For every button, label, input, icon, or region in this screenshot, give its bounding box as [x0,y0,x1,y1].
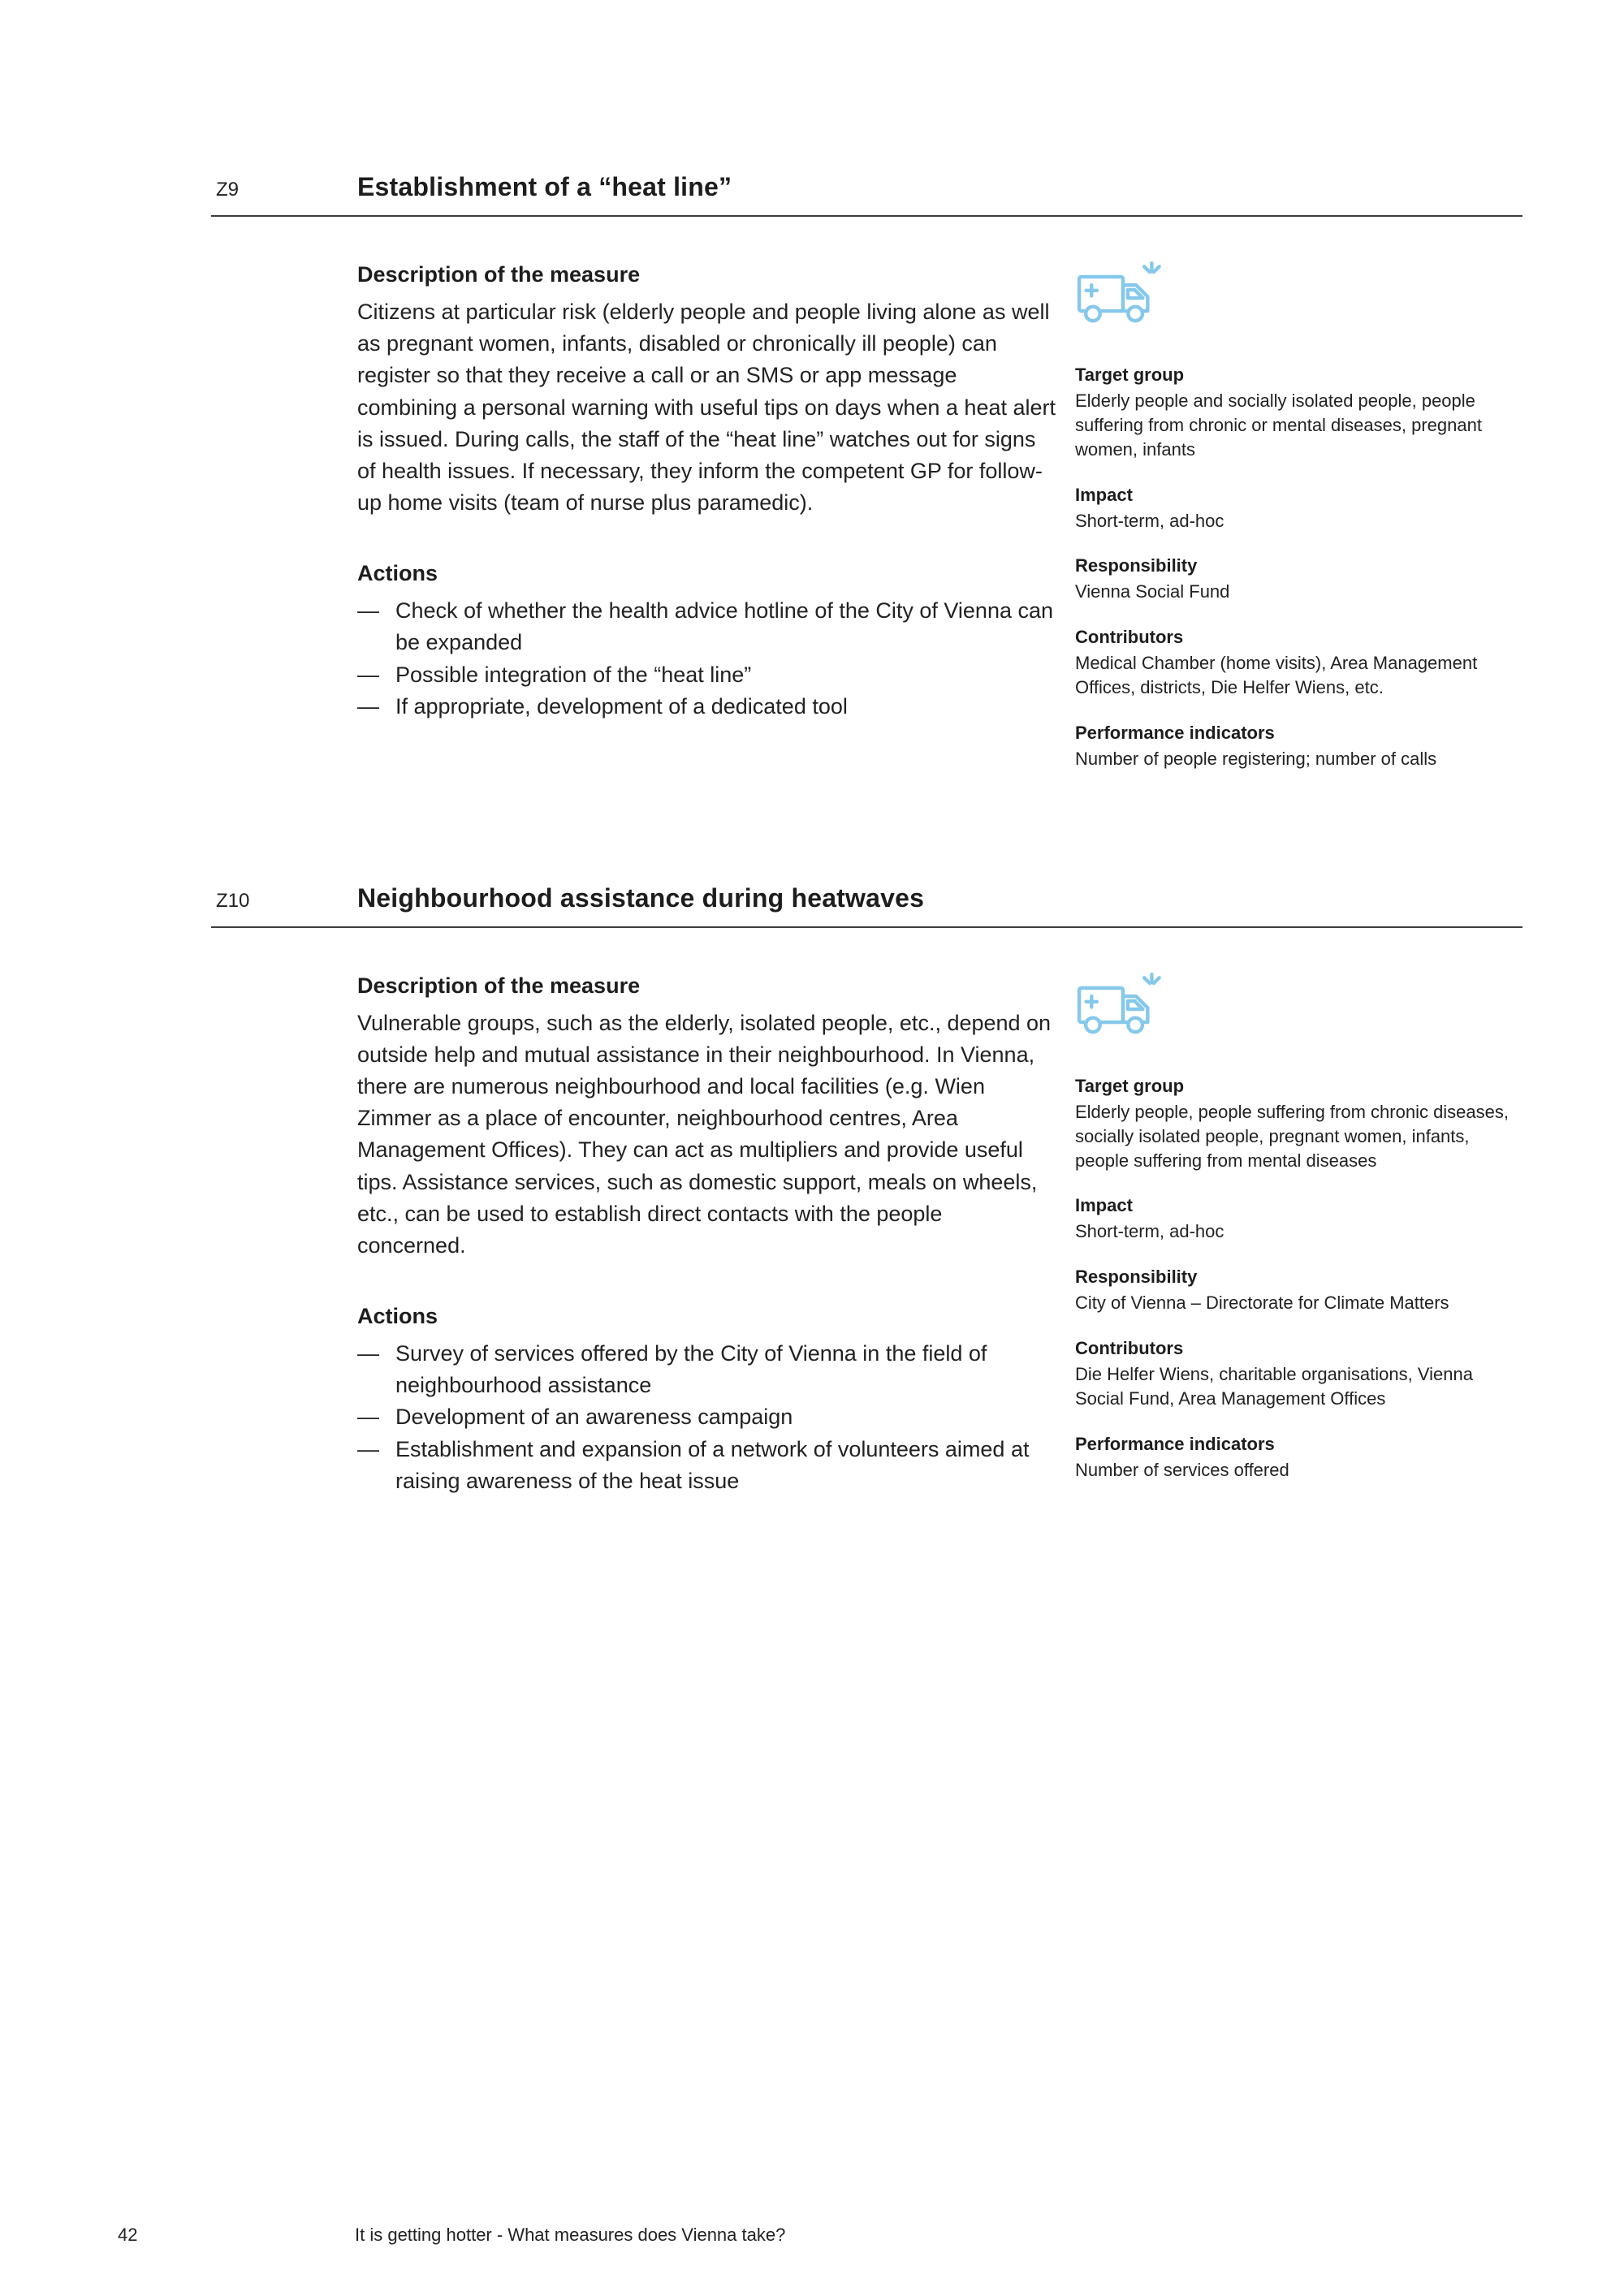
measure-sidebar [1075,259,1522,792]
sidebar-label: Impact [1075,1195,1133,1216]
action-item [357,1434,1056,1497]
action-text: Possible integration of the “heat line” [395,662,752,687]
sidebar-value: Elderly people, people suffering from chronic diseases, socially isolated people, pregnant women, infants, people suffering from mental diseases [1075,1101,1510,1171]
dash-bullet: — [357,1341,379,1366]
measure-title: Neighbourhood assistance during heatwaves [357,883,925,913]
page-number: 42 [118,2225,138,2245]
dash-bullet: — [357,693,379,719]
action-text: Check of whether the health advice hotline of the City of Vienna can be expanded [395,598,1054,655]
measure-main-column [357,259,1056,792]
sidebar-entry-impact [1075,1193,1522,1244]
sidebar-value: Number of people registering; number of calls [1075,748,1437,769]
sidebar-entry-performance-indicators [1075,1432,1522,1482]
actions-heading: Actions [357,561,438,586]
measure-id: Z9 [216,179,240,201]
measure-header [211,172,1522,217]
sidebar-label: Responsibility [1075,1267,1198,1288]
sidebar-value: Short-term, ad-hoc [1075,1221,1224,1242]
sidebar-label: Contributors [1075,627,1184,648]
sidebar-entry-target-group [1075,363,1522,462]
left-gutter [211,970,357,1504]
dash-bullet: — [357,662,379,687]
dash-bullet: — [357,1436,379,1461]
sidebar-label: Performance indicators [1075,722,1275,743]
ambulance-van-icon [1075,259,1522,334]
action-item [357,595,1056,658]
sidebar-label: Impact [1075,484,1133,505]
actions-heading: Actions [357,1304,438,1329]
sidebar-entry-responsibility [1075,1265,1522,1315]
sidebar-value: Vienna Social Fund [1075,581,1230,602]
sidebar-value: Medical Chamber (home visits), Area Management Offices, districts, Die Helfer Wiens, etc. [1075,653,1478,698]
description-text: Citizens at particular risk (elderly people and people living alone as well as pregnant women, infants, disabled or chronically ill people) can register so that they receive a call or an SMS or app message combining a personal warning with useful tips on days when a heat alert is issued. During calls, the staff of the “heat line” watches out for signs of health issues. If necessary, they inform the competent GP for follow-up home visits (team of nurse plus paramedic). [357,300,1056,515]
sidebar-label: Responsibility [1075,555,1198,576]
left-gutter [211,259,357,792]
dash-bullet: — [357,598,379,624]
sidebar-entry-target-group [1075,1074,1522,1173]
measure-main-column [357,970,1056,1504]
action-text: If appropriate, development of a dedicated tool [395,693,848,719]
action-item [357,1401,1056,1433]
action-item [357,659,1056,691]
sidebar-entry-contributors [1075,1336,1522,1411]
sidebar-entry-performance-indicators [1075,721,1522,771]
description-heading: Description of the measure [357,973,641,998]
ambulance-van-icon [1075,970,1522,1045]
sidebar-value: Short-term, ad-hoc [1075,510,1224,531]
action-text: Development of an awareness campaign [395,1405,793,1430]
measure-id: Z10 [216,889,250,912]
measure-section-z9 [211,172,1522,792]
sidebar-entry-impact [1075,483,1522,533]
sidebar-label: Contributors [1075,1338,1184,1359]
measure-section-z10 [211,883,1522,1504]
action-text: Survey of services offered by the City of Vienna in the field of neighbourhood assistance [395,1341,987,1398]
sidebar-value: Elderly people and socially isolated people, people suffering from chronic or mental diseases, pregnant women, infants [1075,390,1482,460]
measure-header [211,883,1522,928]
dash-bullet: — [357,1405,379,1430]
sidebar-value: Number of services offered [1075,1459,1289,1480]
actions-list [357,595,1056,723]
measure-body [211,217,1522,792]
sidebar-entry-responsibility [1075,554,1522,604]
action-item [357,1338,1056,1401]
measure-title: Establishment of a “heat line” [357,172,732,201]
sidebar-label: Performance indicators [1075,1433,1275,1454]
description-text: Vulnerable groups, such as the elderly, isolated people, etc., depend on outside help and mutual assistance in their neighbourhood. In Vienna, there are numerous neighbourhood and local facilities (e.g. Wien Zimmer as a place of encounter, neighbourhood centres, Area Management Offices). They can act as multipliers and provide useful tips. Assistance services, such as domestic support, meals on wheels, etc., can be used to establish direct contacts with the people concerned. [357,1010,1052,1258]
measure-body [211,928,1522,1504]
action-item [357,691,1056,723]
actions-list [357,1338,1056,1497]
sidebar-label: Target group [1075,365,1185,385]
footer-title: It is getting hotter - What measures does Vienna take? [355,2225,786,2245]
sidebar-value: Die Helfer Wiens, charitable organisations, Vienna Social Fund, Area Management Offices [1075,1363,1473,1409]
description-heading: Description of the measure [357,262,641,287]
sidebar-entry-contributors [1075,625,1522,700]
measure-sidebar [1075,970,1522,1504]
action-text: Establishment and expansion of a network of volunteers aimed at raising awareness of the heat issue [395,1436,1030,1493]
sidebar-label: Target group [1075,1075,1185,1096]
sidebar-value: City of Vienna – Directorate for Climate Matters [1075,1293,1449,1314]
